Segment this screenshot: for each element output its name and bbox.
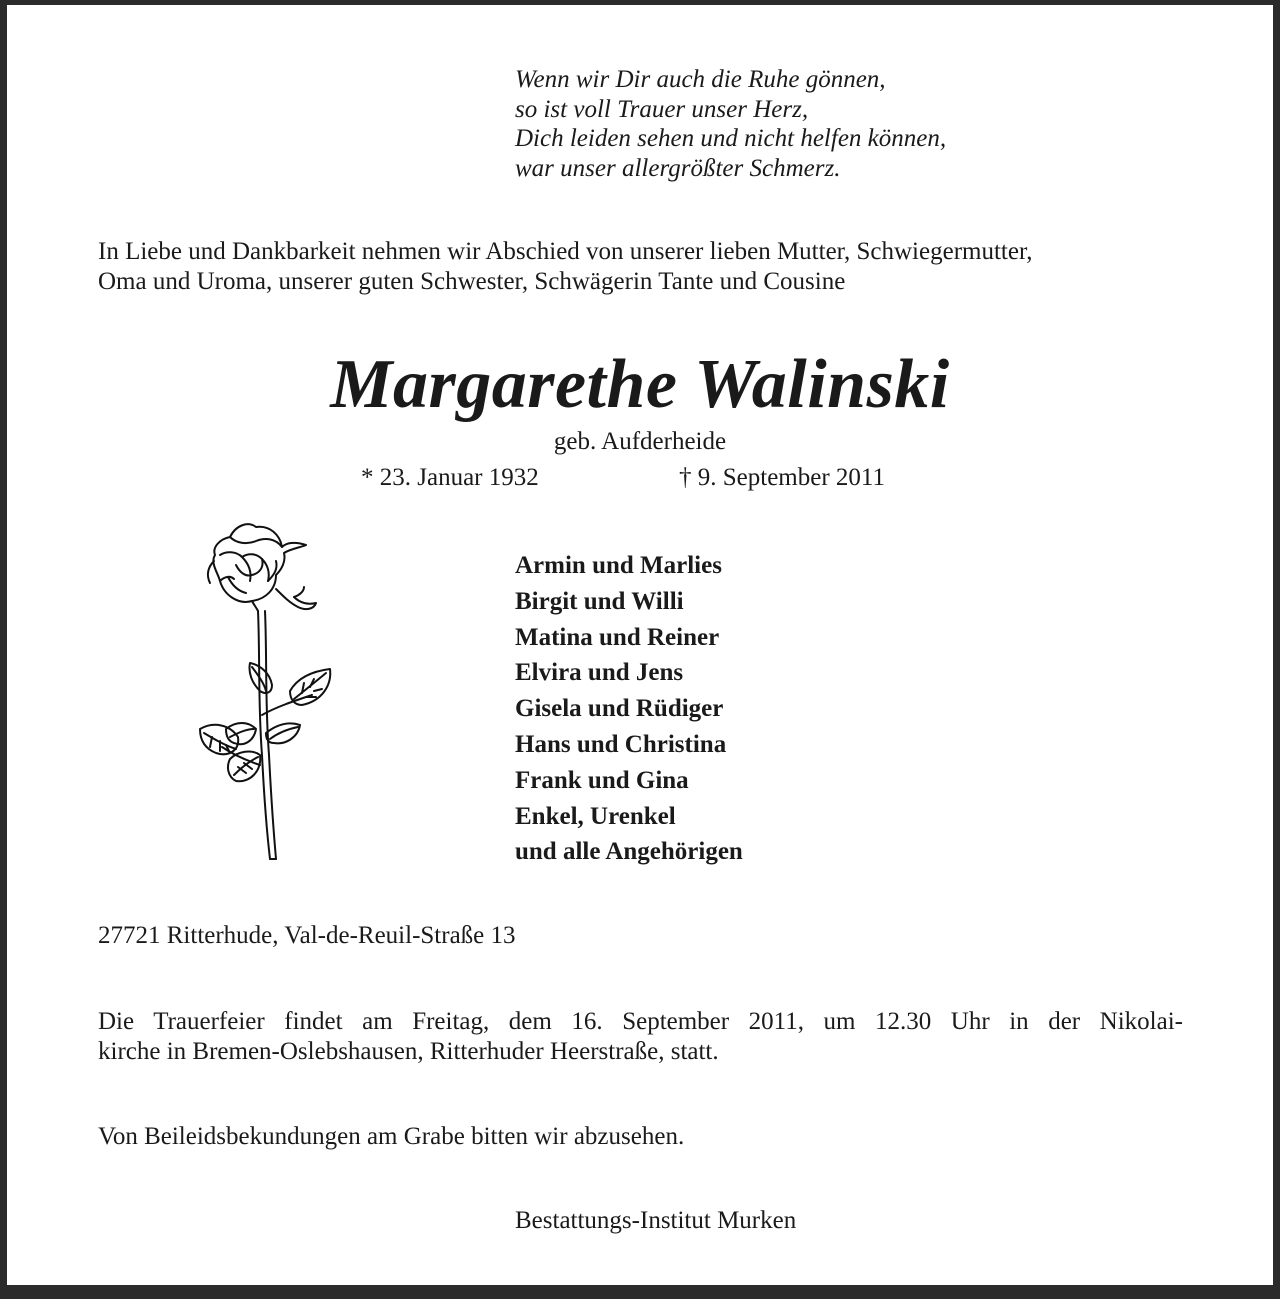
family-address: 27721 Ritterhude, Val-de-Reuil-Straße 13 — [98, 922, 516, 949]
mourners-list — [515, 548, 743, 870]
obituary-notice — [7, 5, 1273, 1285]
condolence-note: Von Beileidsbekundungen am Grabe bitten wir abzusehen. — [98, 1123, 685, 1150]
intro-line: In Liebe und Dankbarkeit nehmen wir Abschied von unserer lieben Mutter, Schwiegermutter, — [98, 238, 1033, 265]
poem-line: Dich leiden sehen und nicht helfen können, — [515, 125, 947, 152]
poem-line: Wenn wir Dir auch die Ruhe gönnen, — [515, 66, 886, 93]
undertaker-name: Bestattungs-Institut Murken — [515, 1207, 797, 1234]
mourner-entry: Hans und Christina — [515, 730, 727, 758]
birth-name: geb. Aufderheide — [553, 428, 727, 455]
poem-line: war unser allergrößter Schmerz. — [515, 154, 841, 182]
funeral-service-text — [98, 1007, 1183, 1067]
poem-line: so ist voll Trauer unser Herz, — [515, 95, 809, 123]
birth-date: * 23. Januar 1932 — [361, 464, 539, 491]
poem — [515, 65, 946, 183]
mourner-entry: Elvira und Jens — [515, 659, 684, 687]
mourner-entry: Gisela und Rüdiger — [515, 695, 724, 723]
service-line: kirche in Bremen-Oslebshausen, Ritterhuder Heerstraße, statt. — [98, 1038, 719, 1065]
mourner-entry: Birgit und Willi — [515, 587, 684, 615]
mourner-entry: Matina und Reiner — [515, 623, 720, 651]
deceased-name: Margarethe Walinski — [330, 346, 950, 423]
death-date: † 9. September 2011 — [679, 464, 885, 491]
mourner-entry: Enkel, Urenkel — [515, 802, 676, 830]
mourner-entry: Armin und Marlies — [515, 552, 722, 579]
intro-text — [98, 237, 1188, 297]
intro-line: Oma und Uroma, unserer guten Schwester, Schwägerin Tante und Cousine — [98, 268, 846, 295]
rose-icon — [190, 515, 340, 872]
service-line: Die Trauerfeier findet am Freitag, dem 16. September 2011, um 12.30 Uhr in der Nikolai- — [98, 1008, 1183, 1035]
mourner-entry: und alle Angehörigen — [515, 838, 743, 866]
mourner-entry: Frank und Gina — [515, 766, 689, 794]
